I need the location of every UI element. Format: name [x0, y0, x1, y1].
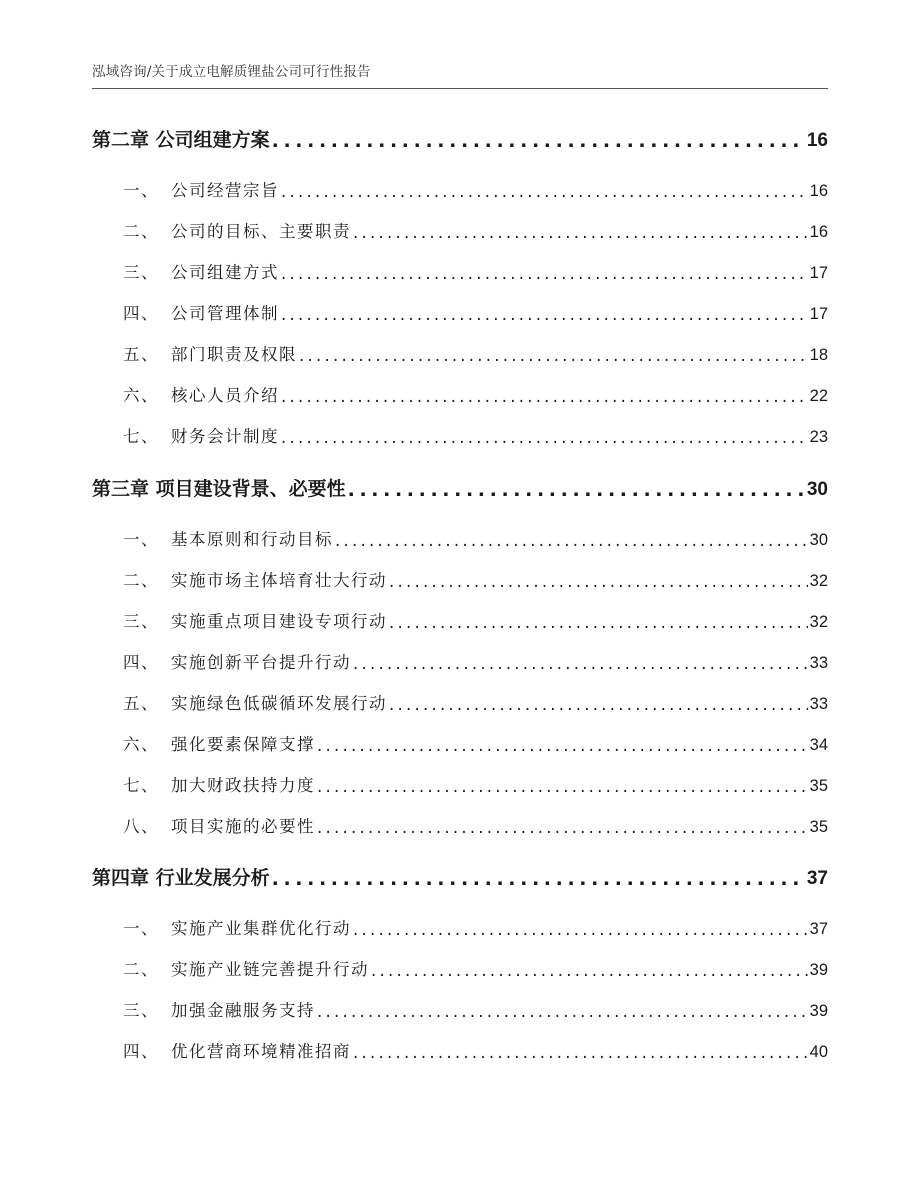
section-number: 三、: [123, 612, 159, 631]
section-title: 优化营商环境精准招商: [171, 1042, 351, 1061]
toc-section[interactable]: [92, 1036, 828, 1062]
dot-leader: [317, 1005, 808, 1022]
toc-section[interactable]: [92, 565, 828, 591]
dot-leader: [272, 133, 805, 152]
chapter-title: 第三章 项目建设背景、必要性: [92, 478, 346, 500]
section-title: 公司管理体制: [171, 304, 279, 323]
dot-leader: [389, 616, 808, 633]
section-page-number: 33: [809, 695, 828, 713]
dot-leader: [281, 390, 808, 407]
dot-leader: [353, 226, 808, 243]
section-page-number: 40: [809, 1043, 828, 1061]
toc-chapter-2[interactable]: [92, 122, 828, 152]
section-page-number: 35: [809, 818, 828, 836]
dot-leader: [353, 657, 808, 674]
toc-section[interactable]: [92, 729, 828, 755]
toc-section[interactable]: [92, 175, 828, 201]
toc-section[interactable]: [92, 770, 828, 796]
section-page-number: 30: [809, 531, 828, 549]
section-title: 实施产业链完善提升行动: [171, 960, 369, 979]
section-page-number: 37: [809, 920, 828, 938]
section-page-number: 17: [809, 305, 828, 323]
section-title: 加强金融服务支持: [171, 1001, 315, 1020]
dot-leader: [335, 534, 808, 551]
section-number: 五、: [123, 694, 159, 713]
section-number: 三、: [123, 1001, 159, 1020]
toc-section[interactable]: [92, 380, 828, 406]
section-title: 加大财政扶持力度: [171, 776, 315, 795]
section-title: 项目实施的必要性: [171, 817, 315, 836]
section-title: 核心人员介绍: [171, 386, 279, 405]
dot-leader: [353, 1046, 808, 1063]
section-title: 公司的目标、主要职责: [171, 222, 351, 241]
toc-section[interactable]: [92, 257, 828, 283]
dot-leader: [281, 308, 808, 325]
toc-section[interactable]: [92, 913, 828, 939]
section-title: 财务会计制度: [171, 427, 279, 446]
chapter-title: 第二章 公司组建方案: [92, 129, 270, 151]
section-number: 七、: [123, 776, 159, 795]
section-page-number: 16: [809, 182, 828, 200]
toc-section[interactable]: [92, 954, 828, 980]
dot-leader: [281, 267, 808, 284]
section-title: 基本原则和行动目标: [171, 530, 333, 549]
section-title: 部门职责及权限: [171, 345, 297, 364]
dot-leader: [348, 482, 805, 501]
section-page-number: 32: [809, 613, 828, 631]
toc-chapter-3[interactable]: [92, 471, 828, 501]
chapter-page-number: 30: [806, 479, 828, 500]
dot-leader: [317, 739, 808, 756]
section-page-number: 34: [809, 736, 828, 754]
toc-section[interactable]: [92, 524, 828, 550]
section-page-number: 16: [809, 223, 828, 241]
header-divider: [92, 88, 828, 89]
chapter-page-number: 37: [806, 868, 828, 889]
section-page-number: 35: [809, 777, 828, 795]
section-page-number: 22: [809, 387, 828, 405]
section-number: 六、: [123, 386, 159, 405]
section-page-number: 18: [809, 346, 828, 364]
dot-leader: [371, 964, 808, 981]
dot-leader: [281, 431, 808, 448]
dot-leader: [317, 821, 808, 838]
section-number: 一、: [123, 181, 159, 200]
section-number: 一、: [123, 530, 159, 549]
section-title: 实施市场主体培育壮大行动: [171, 571, 387, 590]
section-page-number: 39: [809, 961, 828, 979]
section-number: 四、: [123, 304, 159, 323]
toc-section[interactable]: [92, 339, 828, 365]
dot-leader: [299, 349, 808, 366]
section-number: 七、: [123, 427, 159, 446]
section-page-number: 32: [809, 572, 828, 590]
section-title: 强化要素保障支撑: [171, 735, 315, 754]
section-number: 五、: [123, 345, 159, 364]
section-title: 实施绿色低碳循环发展行动: [171, 694, 387, 713]
section-title: 实施创新平台提升行动: [171, 653, 351, 672]
running-header: 泓域咨询/关于成立电解质锂盐公司可行性报告: [92, 64, 371, 80]
section-page-number: 23: [809, 428, 828, 446]
section-number: 一、: [123, 919, 159, 938]
section-title: 实施产业集群优化行动: [171, 919, 351, 938]
toc-section[interactable]: [92, 647, 828, 673]
section-number: 四、: [123, 653, 159, 672]
dot-leader: [272, 871, 805, 890]
section-title: 公司经营宗旨: [171, 181, 279, 200]
section-number: 四、: [123, 1042, 159, 1061]
toc-section[interactable]: [92, 421, 828, 447]
toc-section[interactable]: [92, 298, 828, 324]
toc-section[interactable]: [92, 995, 828, 1021]
section-title: 实施重点项目建设专项行动: [171, 612, 387, 631]
dot-leader: [317, 780, 808, 797]
section-number: 六、: [123, 735, 159, 754]
section-number: 二、: [123, 571, 159, 590]
section-number: 二、: [123, 960, 159, 979]
section-title: 公司组建方式: [171, 263, 279, 282]
toc-section[interactable]: [92, 606, 828, 632]
section-page-number: 33: [809, 654, 828, 672]
dot-leader: [389, 698, 808, 715]
dot-leader: [353, 923, 808, 940]
dot-leader: [389, 575, 808, 592]
toc-section[interactable]: [92, 811, 828, 837]
toc-chapter-4[interactable]: [92, 860, 828, 890]
chapter-page-number: 16: [806, 130, 828, 151]
toc-section[interactable]: [92, 216, 828, 242]
chapter-title: 第四章 行业发展分析: [92, 867, 270, 889]
toc-section[interactable]: [92, 688, 828, 714]
section-page-number: 39: [809, 1002, 828, 1020]
section-number: 二、: [123, 222, 159, 241]
section-number: 三、: [123, 263, 159, 282]
section-number: 八、: [123, 817, 159, 836]
section-page-number: 17: [809, 264, 828, 282]
dot-leader: [281, 185, 808, 202]
